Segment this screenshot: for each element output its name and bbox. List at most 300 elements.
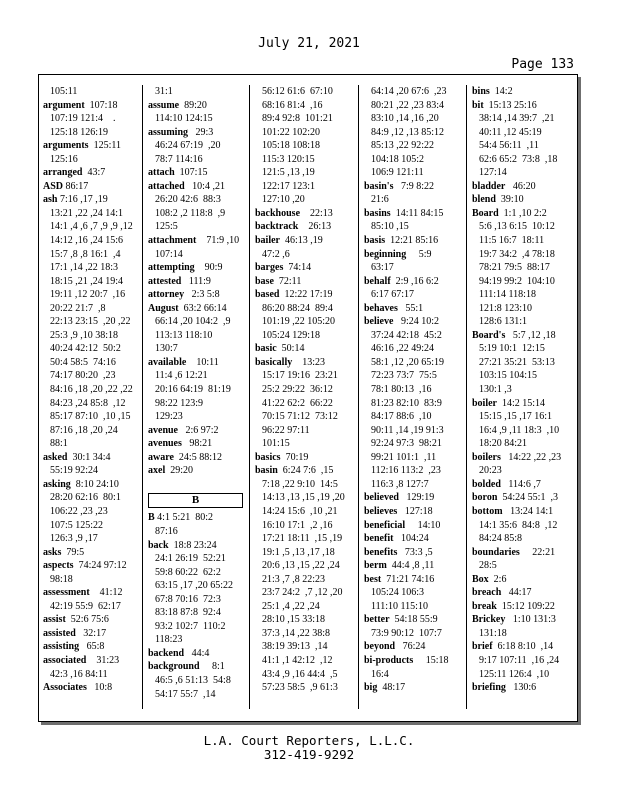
page-line-references: 86:20 88:24 89:4: [262, 302, 333, 314]
index-term: bit: [472, 99, 484, 111]
index-continuation-line: [364, 397, 466, 411]
page-line-references: 11:5 16:7 18:11: [479, 235, 545, 247]
index-entry: [43, 681, 142, 695]
index-continuation-line: [43, 668, 142, 682]
page-line-references: 46:24 67:19 ,20: [155, 140, 221, 152]
page-line-references: 16:4: [371, 668, 389, 680]
page-line-references: 89:20: [179, 99, 207, 111]
page-line-references: 50:4 58:5 74:16: [50, 356, 116, 368]
index-continuation-line: [43, 126, 142, 140]
page-line-references: 87:16 ,18 ,20 ,24: [50, 424, 118, 436]
index-term: basics: [255, 451, 281, 463]
index-continuation-line: [148, 620, 249, 634]
index-continuation-line: [255, 573, 358, 587]
page-line-references: 14:1 ,4 ,6 ,7 ,9 ,9 ,12: [50, 221, 133, 233]
index-continuation-line: [255, 248, 358, 262]
page-line-references: 72:23 73:7 75:5: [371, 370, 437, 382]
index-entry: [364, 505, 466, 519]
page-line-references: 18:8 23:24: [168, 539, 217, 551]
page-line-references: 20:23: [479, 465, 502, 477]
page-line-references: 41:22 62:2 66:22: [262, 397, 333, 409]
page-line-references: 2:3 5:8: [184, 289, 220, 301]
page-line-references: 106:9 121:11: [371, 167, 424, 179]
page-line-references: 29:20: [165, 465, 193, 477]
index-continuation-line: [472, 275, 574, 289]
index-entry: [148, 275, 249, 289]
page-line-references: 8:10 24:10: [70, 478, 119, 490]
index-continuation-line: [43, 356, 142, 370]
index-entry: [472, 478, 574, 492]
page-line-references: 46:13 ,19: [280, 235, 323, 247]
index-entry: [43, 559, 142, 573]
index-term: bolded: [472, 478, 501, 490]
index-continuation-line: [364, 369, 466, 383]
page-line-references: 96:22 97:11: [262, 424, 310, 436]
index-continuation-line: [364, 261, 466, 275]
index-entry: [255, 220, 358, 234]
page-line-references: 10:11: [186, 356, 219, 368]
index-continuation-line: [255, 410, 358, 424]
page-line-references: 43:4 ,9 ,16 44:4 ,5: [262, 668, 338, 680]
index-continuation-line: [364, 342, 466, 356]
index-entry: [472, 640, 574, 654]
page-line-references: 19:7 34:2 ,4 78:18: [479, 248, 555, 260]
index-continuation-line: [255, 302, 358, 316]
page-line-references: 101:15: [262, 438, 290, 450]
index-entry: [472, 85, 574, 99]
index-entry: [472, 207, 574, 221]
page-line-references: 37:24 42:18 45:2: [371, 329, 442, 341]
index-continuation-line: [148, 593, 249, 607]
page-line-references: 73:3 ,5: [397, 546, 433, 558]
index-term: believe: [364, 316, 394, 328]
page-line-references: 20:16 64:19 81:19: [155, 384, 231, 396]
index-continuation-line: [148, 153, 249, 167]
index-term: beginning: [364, 248, 407, 260]
page-line-references: 44:4: [184, 647, 210, 659]
index-continuation-line: [255, 478, 358, 492]
index-term: bailer: [255, 235, 280, 247]
index-term: asking: [43, 478, 71, 490]
index-term: argument: [43, 99, 85, 111]
page-line-references: 47:2 ,6: [262, 248, 290, 260]
page-line-references: 98:22 123:9: [155, 397, 204, 409]
index-continuation-line: [472, 410, 574, 424]
index-continuation-line: [364, 600, 466, 614]
page-line-references: 44:4 ,8 ,11: [386, 560, 435, 572]
index-continuation-line: [472, 166, 574, 180]
index-continuation-line: [472, 424, 574, 438]
index-term: background: [148, 661, 200, 673]
index-column-5: [472, 85, 574, 709]
page-line-references: 84:17 88:6 ,10: [371, 411, 432, 423]
page-line-references: 86:17: [63, 180, 89, 192]
index-term: base: [255, 275, 274, 287]
page-line-references: 130:1 ,3: [479, 384, 512, 396]
page-line-references: 107:14: [155, 248, 183, 260]
page-line-references: 14:13 ,13 ,15 ,19 ,20: [262, 492, 345, 504]
index-continuation-line: [255, 519, 358, 533]
index-continuation-line: [43, 302, 142, 316]
index-continuation-line: [43, 437, 142, 451]
footer-phone: 312-419-9292: [263, 747, 355, 762]
page-line-references: 128:6 131:1: [479, 316, 528, 328]
index-term: Associates: [43, 682, 87, 694]
index-column-4: [364, 85, 467, 709]
index-continuation-line: [43, 410, 142, 424]
index-term: boundaries: [472, 546, 520, 558]
page-line-references: 46:5 ,6 51:13 54:8: [155, 674, 231, 686]
page-line-references: 39:10: [495, 194, 524, 206]
index-continuation-line: [148, 383, 249, 397]
index-continuation-line: [364, 451, 466, 465]
page-line-references: 73:9 90:12 107:7: [371, 627, 442, 639]
index-continuation-line: [43, 424, 142, 438]
index-continuation-line: [472, 248, 574, 262]
index-continuation-line: [255, 627, 358, 641]
index-term: benefit: [364, 533, 394, 545]
index-continuation-line: [43, 275, 142, 289]
index-entry: [148, 451, 249, 465]
index-continuation-line: [43, 234, 142, 248]
page-line-references: 118:23: [155, 634, 183, 646]
page-line-references: 5:7 ,12 ,18: [505, 329, 556, 341]
page-line-references: 23:7 24:2 ,7 ,12 ,20: [262, 587, 343, 599]
index-term: blend: [472, 194, 496, 206]
page-line-references: 105:18 108:18: [262, 140, 321, 152]
index-term: asks: [43, 546, 62, 558]
page-line-references: 14:1 35:6 84:8 ,12: [479, 519, 558, 531]
index-term: aware: [148, 451, 174, 463]
page-line-references: 26:20 42:6 88:3: [155, 194, 221, 206]
page-line-references: 13:21 ,22 ,24 14:1: [50, 207, 124, 219]
index-continuation-line: [43, 369, 142, 383]
index-continuation-line: [43, 573, 142, 587]
page-line-references: 7:9 8:22: [393, 180, 435, 192]
page-line-references: 80:21 ,22 ,23 83:4: [371, 99, 445, 111]
page-line-references: 16:10 17:1 ,2 ,16: [262, 519, 333, 531]
page-line-references: 7:16 ,17 ,19: [57, 194, 108, 206]
index-continuation-line: [472, 126, 574, 140]
index-continuation-line: [472, 383, 574, 397]
index-entry: [472, 600, 574, 614]
page-line-references: 63:2 66:14: [178, 302, 227, 314]
index-entry: [364, 573, 466, 587]
page-line-references: 24:5 88:12: [173, 451, 222, 463]
page-line-references: 31:1: [155, 86, 173, 97]
index-continuation-line: [472, 261, 574, 275]
index-term: backtrack: [255, 221, 299, 233]
index-continuation-line: [148, 369, 249, 383]
page-line-references: 105:24 129:18: [262, 329, 321, 341]
page-line-references: 74:24 97:12: [73, 560, 127, 572]
page-line-references: 14:11 84:15: [390, 207, 444, 219]
page-line-references: 125:11 126:4 ,10: [479, 668, 550, 680]
page-line-references: 2:6: [488, 573, 507, 585]
page-line-references: 88:1: [50, 438, 68, 450]
index-continuation-line: [472, 342, 574, 356]
index-entry: [148, 660, 249, 674]
page-line-references: 14:24 15:6 ,10 ,21: [262, 505, 338, 517]
page-line-references: 106:22 ,23 ,23: [50, 505, 108, 517]
index-entry: [255, 464, 358, 478]
index-entry: [472, 451, 574, 465]
index-entry: [148, 356, 249, 370]
index-continuation-line: [255, 424, 358, 438]
page-line-references: 104:18 105:2: [371, 153, 425, 165]
page-line-references: 22:13: [300, 207, 333, 219]
index-continuation-line: [364, 220, 466, 234]
page-line-references: 21:3 ,7 ,8 22:23: [262, 573, 326, 585]
index-continuation-line: [364, 139, 466, 153]
page-line-references: 12:22 17:19: [279, 289, 333, 301]
index-entry: [148, 234, 249, 248]
index-term: August: [148, 302, 179, 314]
page-line-references: 68:16 81:4 ,16: [262, 99, 323, 111]
page-line-references: 22:21: [519, 546, 556, 558]
page-line-references: 84:9 ,12 ,13 85:12: [371, 126, 445, 138]
page-line-references: 15:12 109:22: [496, 600, 555, 612]
index-term: berm: [364, 560, 387, 572]
index-entry: [364, 532, 466, 546]
index-continuation-line: [255, 613, 358, 627]
index-continuation-line: [43, 491, 142, 505]
index-entry: [364, 234, 466, 248]
page-line-references: 85:13 ,22 92:22: [371, 140, 435, 152]
index-continuation-line: [255, 139, 358, 153]
page-line-references: 70:15 71:12 73:12: [262, 411, 338, 423]
page-line-references: 5:19 10:1 12:15: [479, 343, 545, 355]
index-entry: [472, 613, 574, 627]
index-continuation-line: [255, 369, 358, 383]
index-continuation-line: [472, 234, 574, 248]
page-line-references: 52:6 75:6: [65, 614, 109, 626]
page-line-references: 25:2 29:22 36:12: [262, 384, 333, 396]
index-continuation-line: [255, 193, 358, 207]
page-line-references: 41:12: [89, 587, 123, 599]
index-term: assuming: [148, 126, 189, 138]
index-continuation-line: [472, 315, 574, 329]
index-continuation-line: [472, 559, 574, 573]
page-line-references: 92:24 97:3 98:21: [371, 438, 442, 450]
index-entry: [148, 261, 249, 275]
index-term: big: [364, 682, 378, 694]
page-line-references: 127:14: [479, 167, 507, 179]
page-line-references: 15:17 19:16 23:21: [262, 370, 338, 382]
index-term: attested: [148, 275, 182, 287]
index-entry: [43, 586, 142, 600]
page-line-references: 40:24 42:12 50:2: [50, 343, 121, 355]
index-term: believed: [364, 492, 399, 504]
page-line-references: 6:17 67:17: [371, 289, 415, 301]
index-term: attempting: [148, 262, 195, 274]
page-line-references: 1:10 131:3: [505, 614, 556, 626]
page-line-references: 15:13 25:16: [483, 99, 537, 111]
index-term: avenue: [148, 424, 178, 436]
page-line-references: 38:14 ,14 39:7 ,21: [479, 113, 555, 125]
index-term: bins: [472, 86, 490, 97]
page-line-references: 114:6 ,7: [500, 478, 541, 490]
page-line-references: 84:23 ,24 85:8 ,12: [50, 397, 126, 409]
index-continuation-line: [255, 397, 358, 411]
index-term: better: [364, 614, 390, 626]
page-line-references: 64:14 ,20 67:6 ,23: [371, 86, 447, 97]
index-entry: [472, 491, 574, 505]
index-continuation-line: [472, 532, 574, 546]
page-line-references: 125:18 126:19: [50, 126, 109, 138]
page-line-references: 14:10: [405, 519, 441, 531]
index-continuation-line: [364, 586, 466, 600]
index-term: arguments: [43, 140, 89, 152]
page-line-references: 67:8 70:16 72:3: [155, 593, 221, 605]
page-line-references: 107:19 121:4 .: [50, 113, 116, 125]
page-line-references: 121:5 ,13 ,19: [262, 167, 315, 179]
index-continuation-line: [43, 85, 142, 99]
index-continuation-line: [364, 153, 466, 167]
page-line-references: 74:17 80:20 ,23: [50, 370, 116, 382]
index-entry: [148, 464, 249, 478]
index-continuation-line: [148, 315, 249, 329]
page-line-references: 56:12 61:6 67:10: [262, 86, 333, 97]
index-continuation-line: [43, 505, 142, 519]
page-line-references: 127:18: [397, 505, 433, 517]
index-entry: [472, 180, 574, 194]
index-entry: [364, 681, 466, 695]
index-term: basin: [255, 465, 278, 477]
index-continuation-line: [472, 627, 574, 641]
index-term: associated: [43, 654, 87, 666]
index-continuation-line: [255, 437, 358, 451]
page-line-references: 99:21 101:1 ,11: [371, 451, 437, 463]
index-term: Board: [472, 207, 499, 219]
index-entry: [364, 302, 466, 316]
page-line-references: 41:1 ,1 42:12 ,12: [262, 654, 333, 666]
index-entry: [148, 126, 249, 140]
index-term: basis: [364, 235, 386, 247]
page-line-references: 19:11 ,12 20:7 ,16: [50, 289, 126, 301]
page-line-references: 131:18: [479, 627, 507, 639]
page-line-references: 28:10 ,15 33:18: [262, 614, 326, 626]
index-term: brief: [472, 641, 493, 653]
index-term: behaves: [364, 302, 398, 314]
index-term: basically: [255, 356, 293, 368]
index-continuation-line: [255, 586, 358, 600]
page-line-references: 125:16: [50, 153, 78, 165]
index-entry: [43, 640, 142, 654]
index-entry: [364, 640, 466, 654]
page-line-references: 6:24 7:6 ,15: [277, 465, 334, 477]
index-continuation-line: [255, 654, 358, 668]
page-line-references: 54:18 55:9: [389, 614, 438, 626]
page-line-references: 103:15 104:15: [479, 370, 538, 382]
page-line-references: 46:16 ,22 49:24: [371, 343, 435, 355]
page-line-references: 48:17: [377, 682, 406, 694]
index-entry: [43, 166, 142, 180]
index-continuation-line: [472, 302, 574, 316]
index-continuation-line: [43, 220, 142, 234]
page-line-references: 43:7: [82, 167, 106, 179]
index-entry: [43, 139, 142, 153]
page-line-references: 12:21 85:16: [385, 235, 439, 247]
page-line-references: 27:21 35:21 53:13: [479, 356, 555, 368]
index-entry: [148, 511, 249, 525]
page-line-references: 10:8: [86, 682, 113, 694]
page-line-references: 17:1 ,14 ,22 18:3: [50, 262, 119, 274]
page-line-references: 87:16: [155, 525, 178, 537]
index-continuation-line: [148, 112, 249, 126]
page-line-references: 10:4 ,21: [184, 180, 225, 192]
index-entry: [255, 234, 358, 248]
index-entry: [148, 647, 249, 661]
page-line-references: 79:5: [61, 546, 85, 558]
page-line-references: 78:7 114:16: [155, 153, 203, 165]
page-line-references: 71:9 ,10: [196, 235, 240, 247]
index-entry: [148, 302, 249, 316]
index-entry: [255, 275, 358, 289]
index-entry: [148, 99, 249, 113]
index-continuation-line: [148, 688, 249, 702]
page-line-references: 20:6 ,13 ,15 ,22 ,24: [262, 560, 340, 572]
index-continuation-line: [43, 329, 142, 343]
page-line-references: 50:14: [276, 343, 305, 355]
page-line-references: 107:15: [174, 167, 208, 179]
page-line-references: 13:24 14:1: [502, 505, 554, 517]
index-entry: [472, 397, 574, 411]
index-continuation-line: [255, 315, 358, 329]
index-entry: [255, 356, 358, 370]
index-continuation-line: [148, 193, 249, 207]
index-continuation-line: [255, 491, 358, 505]
index-term: Box: [472, 573, 489, 585]
index-continuation-line: [43, 248, 142, 262]
index-continuation-line: [43, 397, 142, 411]
index-continuation-line: [148, 207, 249, 221]
page-line-references: 18:15 ,21 ,24 19:4: [50, 275, 124, 287]
index-term: basin's: [364, 180, 394, 192]
page-line-references: 63:15 ,17 ,20 65:22: [155, 580, 234, 592]
page-line-references: 113:13 118:10: [155, 329, 213, 341]
page-line-references: 126:3 ,9 ,17: [50, 533, 98, 545]
index-continuation-line: [43, 342, 142, 356]
index-continuation-line: [364, 627, 466, 641]
page-line-references: 116:3 ,8 127:7: [371, 478, 429, 490]
page-line-references: 18:20 84:21: [479, 438, 528, 450]
index-continuation-line: [148, 606, 249, 620]
page-line-references: 15:15 ,15 ,17 16:1: [479, 411, 553, 423]
index-column-1: [43, 85, 143, 709]
index-term: ASD: [43, 180, 64, 192]
index-continuation-line: [364, 464, 466, 478]
index-term: break: [472, 600, 497, 612]
page-footer: [0, 734, 618, 762]
page-line-references: 5:9: [406, 248, 432, 260]
page-line-references: 5:6 ,13 6:15 10:12: [479, 221, 555, 233]
page-line-references: 105:24 106:3: [371, 587, 425, 599]
index-entry: [43, 627, 142, 641]
index-continuation-line: [148, 633, 249, 647]
page-line-references: 85:10 ,15: [371, 221, 409, 233]
index-continuation-line: [148, 85, 249, 99]
page-line-references: 25:3 ,9 ,10 38:18: [50, 329, 119, 341]
page-line-references: 38:19 39:13 ,14: [262, 641, 328, 653]
index-entry: [364, 275, 466, 289]
index-term: briefing: [472, 682, 506, 694]
index-continuation-line: [43, 153, 142, 167]
page-line-references: 111:14 118:18: [479, 289, 536, 301]
index-entry: [148, 288, 249, 302]
page-line-references: 108:2 ,2 118:8 ,9: [155, 207, 226, 219]
index-continuation-line: [148, 566, 249, 580]
